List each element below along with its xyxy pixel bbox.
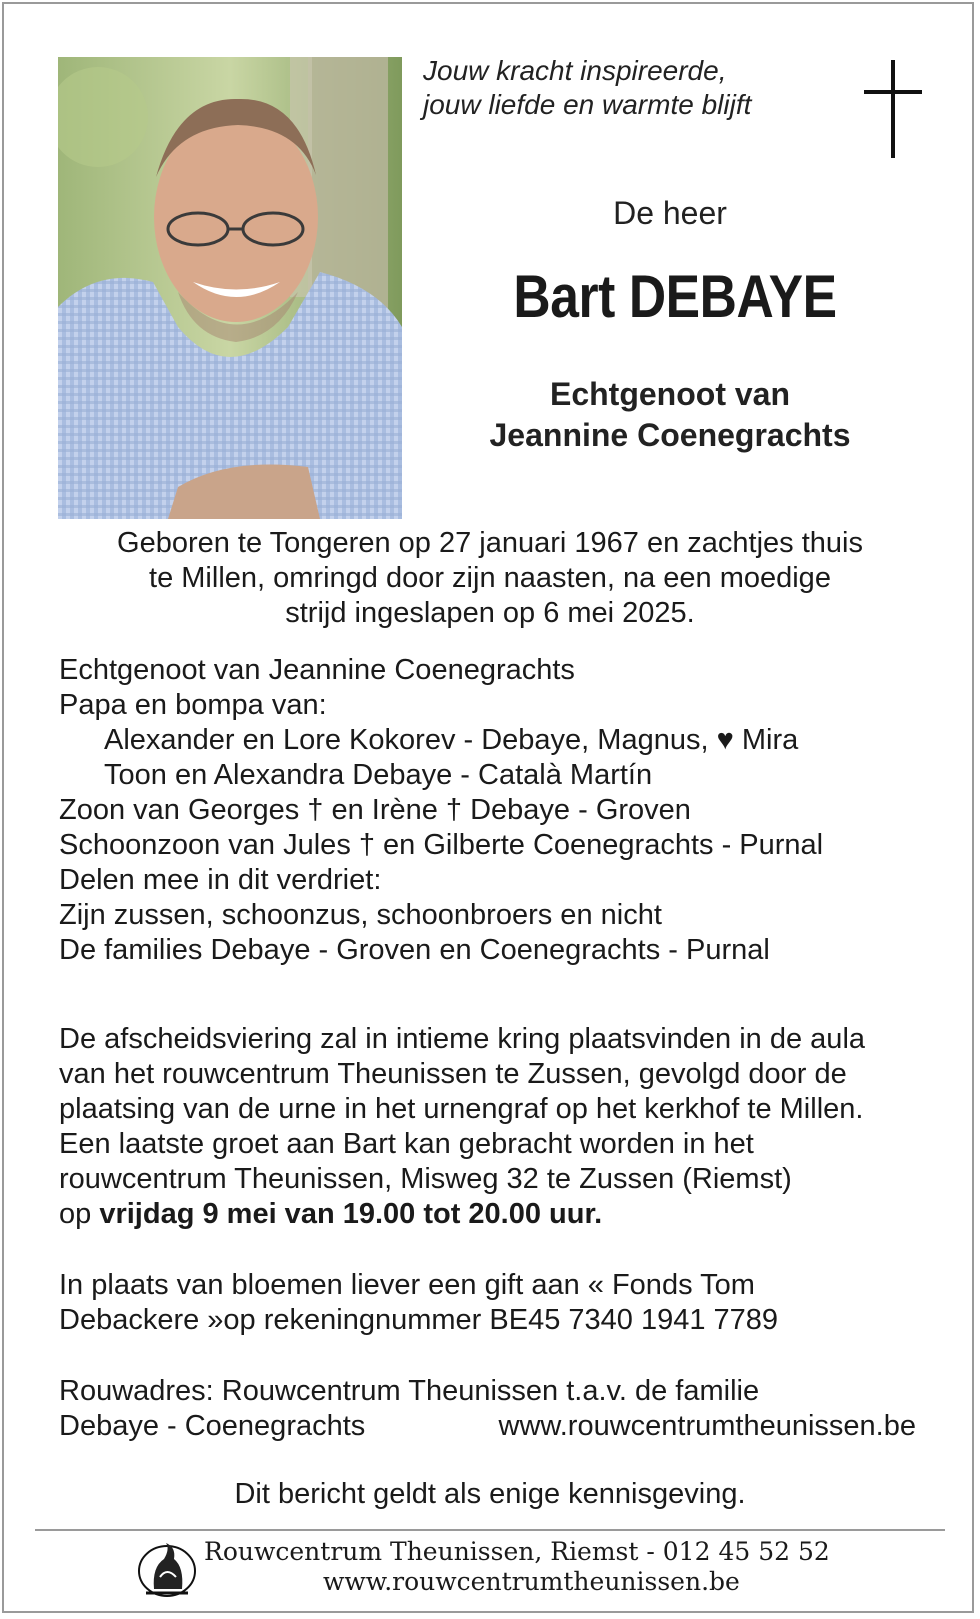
family-line: Zoon van Georges † en Irène † Debaye - Groven [59,794,691,826]
address-line [59,1409,916,1444]
birth-line: strijd ingeslapen op 6 mei 2025. [285,597,695,629]
ceremony-line: De afscheidsviering zal in intieme kring plaatsvinden in de aula [59,1023,866,1055]
footer-funeral-home: Rouwcentrum Theunissen, Riemst - 012 45 52 52 [204,1537,830,1566]
footer-divider [35,1529,945,1531]
birth-death-paragraph [40,526,940,631]
visit-prefix: op [59,1198,100,1230]
family-line: Alexander en Lore Kokorev - Debaye, Magnus, ♥ Mira [104,724,799,756]
deceased-name: Bart DEBAYE [513,263,837,330]
quote-line-1: Jouw kracht inspireerde, [423,55,727,86]
family-line: Schoonzoon van Jules † en Gilberte Coenegrachts - Purnal [59,829,824,861]
family-line: Toon en Alexandra Debaye - Català Martín [104,759,653,791]
family-line: Delen mee in dit verdriet: [59,864,382,896]
family-line: Papa en bompa van: [59,689,327,721]
memorial-quote [423,54,751,122]
ceremony-line: rouwcentrum Theunissen, Misweg 32 te Zussen (Riemst) [59,1163,792,1195]
spouse-line-2: Jeannine Coenegrachts [489,417,851,453]
ceremony-line: van het rouwcentrum Theunissen te Zussen, gevolgd door de [59,1058,847,1090]
ceremony-line: plaatsing van de urne in het urnengraf op het kerkhof te Millen. [59,1093,864,1125]
quote-line-2: jouw liefde en warmte blijft [423,89,752,120]
notice-text: Dit bericht geldt als enige kennisgeving. [234,1478,746,1510]
birth-line: Geboren te Tongeren op 27 januari 1967 en zachtjes thuis [117,527,863,559]
address-website-link[interactable]: www.rouwcentrumtheunissen.be [498,1410,916,1442]
honorific: De heer [613,195,727,231]
gift-line: Debackere »op rekeningnummer BE45 7340 1941 7789 [59,1304,779,1336]
ceremony-paragraph [59,1022,865,1232]
address-line: Rouwadres: Rouwcentrum Theunissen t.a.v. de familie [59,1375,760,1407]
family-line: Zijn zussen, schoonzus, schoonbroers en nicht [59,899,662,931]
cross-icon [864,60,922,158]
funeral-home-logo-icon [136,1537,198,1599]
birth-line: te Millen, omringd door zijn naasten, na een moedige [149,562,831,594]
gift-line: In plaats van bloemen liever een gift aan « Fonds Tom [59,1269,755,1301]
visit-time: vrijdag 9 mei van 19.00 tot 20.00 uur. [99,1198,603,1230]
gift-paragraph [59,1268,778,1338]
spouse-heading [410,374,930,456]
portrait-photo [58,57,402,519]
spouse-line-1: Echtgenoot van [549,376,790,412]
ceremony-line: Een laatste groet aan Bart kan gebracht worden in het [59,1128,754,1160]
ceremony-line [59,1197,865,1232]
address-family: Debaye - Coenegrachts [59,1410,366,1442]
family-line: Echtgenoot van Jeannine Coenegrachts [59,654,575,686]
family-line: De families Debaye - Groven en Coenegrachts - Purnal [59,934,770,966]
address-paragraph [59,1374,916,1444]
family-list [59,653,823,968]
footer-website-link[interactable]: www.rouwcentrumtheunissen.be [323,1567,740,1596]
